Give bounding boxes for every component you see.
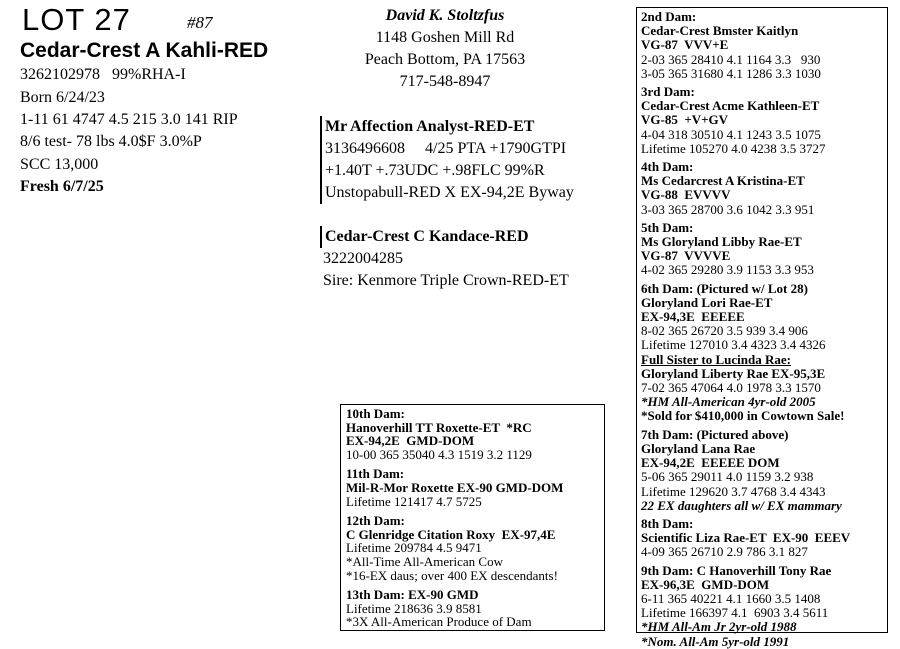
pedigree-right-content [641,10,850,649]
sire-info-3: Unstopabull-RED X EX-94,2E Byway [325,184,574,201]
dam-entry-line: Full Sister to Lucinda Rae: [641,351,791,367]
dam-details [323,248,569,292]
dam-entry-line: 4-04 318 30510 4.1 1243 3.5 1075 [641,126,821,142]
sire-info-1: 3136496608 4/25 PTA +1790GTPI [325,140,567,157]
consignor-phone: 717-548-8947 [399,73,491,90]
dam-generation-label: 6th Dam: (Pictured w/ Lot 28) [641,280,808,296]
dam-block [320,226,529,248]
dam-entry [641,85,850,156]
dam-entry-line: 4-09 365 26710 2.9 786 3.1 827 [641,544,808,560]
dam-entry-line: *16-EX daus; over 400 EX descendants! [346,567,558,583]
dam-entry [641,160,850,217]
dam-entry-line: 6-11 365 40221 4.1 1660 3.5 1408 [641,590,821,606]
dam-entry-line: VG-87 VVV+E [641,37,729,53]
dam-entry-line: Lifetime 127010 3.4 4323 3.4 4326 [641,337,826,353]
dam-entry-line: VG-87 VVVVE [641,248,731,264]
dam-entry-line: Lifetime 166397 4.1 6903 3.4 5611 [641,605,829,621]
dam-entry-line: Gloryland Liberty Rae EX-95,3E [641,365,826,381]
dam-entry-line: 10-00 365 35040 4.3 1519 3.2 1129 [346,446,532,462]
dam-entry-line: Hanoverhill TT Roxette-ET *RC [346,419,532,435]
dam-generation-label: 5th Dam: [641,219,694,235]
pedigree-box-right [636,7,888,649]
dam-entry [346,588,563,629]
dam-entry [641,428,850,513]
sire-name: Mr Affection Analyst-RED-ET [325,118,535,135]
dam-entry-line: *Sold for $410,000 in Cowtown Sale! [641,408,845,424]
dam-entry [346,467,563,508]
dam-entry [346,407,563,461]
dam-entry-line: Cedar-Crest Acme Kathleen-ET [641,98,820,114]
dam-generation-label: 11th Dam: [346,466,405,482]
pedigree-box-bottom [340,404,605,631]
dam-generation-label: 13th Dam: EX-90 GMD [346,587,479,603]
registration-line: 3262102978 99%RHA-I [20,66,186,83]
dam-entry-line: 3-05 365 31680 4.1 1286 3.3 1030 [641,65,821,81]
dam-entry-line: Lifetime 121417 4.7 5725 [346,493,482,509]
birth-date: Born 6/24/23 [20,89,105,106]
dam-entry [641,10,850,81]
catalog-number: #87 [187,13,213,32]
dam-entry [641,564,850,649]
dam-name: Cedar-Crest C Kandace-RED [325,228,529,245]
dam-entry-line: Lifetime 209784 4.5 9471 [346,540,482,556]
fresh-date: Fresh 6/7/25 [20,178,104,195]
dam-reg: 3222004285 [323,250,403,267]
dam-entry-line: Gloryland Lana Rae [641,440,756,456]
dam-entry-line: *Nom. All-Am 5yr-old 1991 [641,633,790,649]
dam-entry-line: 5-06 365 29011 4.0 1159 3.2 938 [641,469,814,485]
dam-generation-label: 3rd Dam: [641,84,695,100]
test-result: 8/6 test- 78 lbs 4.0$F 3.0%P [20,133,202,150]
dam-generation-label: 4th Dam: [641,159,694,175]
dam-entry [641,517,850,560]
dam-entry-line: 3-03 365 28700 3.6 1042 3.3 951 [641,201,815,217]
dam-entry-line: Ms Gloryland Libby Rae-ET [641,234,802,250]
dam-entry-line: EX-94,2E GMD-DOM [346,433,475,449]
dam-entry-line: 4-02 365 29280 3.9 1153 3.3 953 [641,262,814,278]
dam-generation-label: 8th Dam: [641,515,694,531]
scc-value: SCC 13,000 [20,156,99,173]
dam-entry-line: EX-94,3E EEEEE [641,309,745,325]
lot-title: LOT 27 [22,2,131,37]
dam-entry-line: VG-85 +V+GV [641,112,729,128]
dam-entry-line: Lifetime 105270 4.0 4238 3.5 3727 [641,140,826,156]
cow-name: Cedar-Crest A Kahli-RED [20,39,269,62]
dam-entry-line: *HM All-Am Jr 2yr-old 1988 [641,619,797,635]
dam-sire: Sire: Kenmore Triple Crown-RED-ET [323,272,569,289]
dam-entry-line: Lifetime 129620 3.7 4768 3.4 4343 [641,483,826,499]
dam-entry-line: EX-96,3E GMD-DOM [641,576,770,592]
dam-entry-line: *All-Time All-American Cow [346,553,503,569]
consignor-name: David K. Stoltzfus [385,7,505,24]
dam-entry-line: 8-02 365 26720 3.5 939 3.4 906 [641,323,808,339]
dam-entry-line: VG-88 EVVVV [641,187,731,203]
dam-generation-label: 12th Dam: [346,513,405,529]
dam-generation-label: 9th Dam: C Hanoverhill Tony Rae [641,562,832,578]
dam-generation-label: 7th Dam: (Pictured above) [641,426,789,442]
consignor-address1: 1148 Goshen Mill Rd [375,29,515,46]
dam-entry-line: Mil-R-Mor Roxette EX-90 GMD-DOM [346,479,564,495]
dam-entry-line: C Glenridge Citation Roxy EX-97,4E [346,526,556,542]
pedigree-bottom-content [346,407,563,629]
dam-entry [641,282,850,424]
dam-entry [641,221,850,278]
sire-info-2: +1.40T +.73UDC +.98FLC 99%R [325,162,545,179]
dam-entry-line: Cedar-Crest Bmster Kaitlyn [641,23,799,39]
dam-entry-line: Ms Cedarcrest A Kristina-ET [641,173,805,189]
dam-entry-line: 2-03 365 28410 4.1 1164 3.3 930 [641,51,821,67]
dam-entry-line: EX-94,2E EEEEE DOM [641,455,780,471]
dam-generation-label: 2nd Dam: [641,9,697,24]
dam-entry-line: Lifetime 218636 3.9 8581 [346,600,482,616]
dam-entry-line: Gloryland Lori Rae-ET [641,294,773,310]
dam-entry [346,514,563,582]
consignor-address2: Peach Bottom, PA 17563 [364,51,526,68]
dam-entry-line: 7-02 365 47064 4.0 1978 3.3 1570 [641,380,821,396]
dam-entry-line: *3X All-American Produce of Dam [346,614,532,630]
dam-generation-label: 10th Dam: [346,406,405,421]
production-record: 1-11 61 4747 4.5 215 3.0 141 RIP [20,111,238,128]
dam-entry-line: Scientific Liza Rae-ET EX-90 EEEV [641,530,851,546]
dam-entry-line: 22 EX daughters all w/ EX mammary [641,497,842,513]
dam-entry-line: *HM All-American 4yr-old 2005 [641,394,816,410]
sire-block [320,116,574,204]
